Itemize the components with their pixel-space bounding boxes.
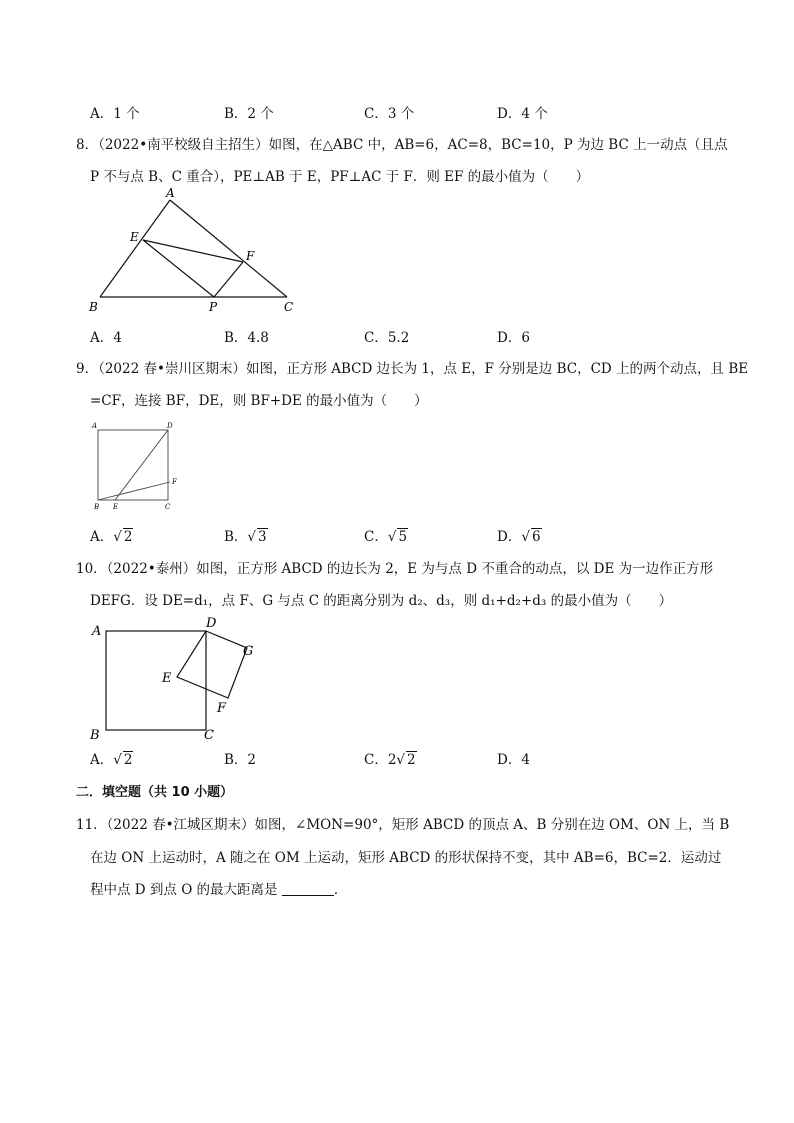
q10-label-b: B <box>90 728 100 742</box>
q9-option-b-radicand: 3 <box>258 529 267 545</box>
q9-square-figure <box>88 418 188 514</box>
q7-option-b: B．2 个 <box>224 106 274 122</box>
q9-label-a: A <box>92 422 98 430</box>
q9-option-c-radicand: 5 <box>398 529 408 545</box>
q10-stem-line2: DEFG．设 DE=d₁，点 F、G 与点 C 的距离分别为 d₂、d₃，则 d₁+d₂+d₃ 的最小值为（ ） <box>90 593 673 609</box>
q10-label-f: F <box>217 701 227 716</box>
q10-label-d: D <box>206 616 217 631</box>
q10-label-g: G <box>243 644 254 659</box>
q10-option-c-radicand: 2 <box>407 752 416 768</box>
q10-label-c: C <box>204 728 214 742</box>
q8-stem-line1: 8．（2022•南平校级自主招生）如图，在△ABC 中，AB=6，AC=8，BC=10，P 为边 BC 上一动点（且点 <box>76 137 728 153</box>
q8-label-e: E <box>130 230 139 244</box>
q11-stem-line2: 在边 ON 上运动时，A 随之在 OM 上运动，矩形 ABCD 的形状保持不变，其中 AB=6，BC=2．运动过 <box>90 850 722 866</box>
q9-stem-line2: =CF，连接 BF，DE，则 BF+DE 的最小值为（ ） <box>90 393 428 409</box>
q9-option-a: A．√ 2 <box>90 529 133 545</box>
q9-option-a-radicand: 2 <box>123 529 133 545</box>
q8-triangle-figure <box>86 188 306 316</box>
q8-option-d: D．6 <box>497 330 530 346</box>
q11-stem-line1: 11．（2022 春•江城区期末）如图，∠MON=90°，矩形 ABCD 的顶点 A、B 分别在边 OM、ON 上，当 B <box>76 817 730 833</box>
q7-option-d: D．4 个 <box>497 106 548 122</box>
q9-option-d: D．√ 6 <box>497 529 541 545</box>
q7-option-c: C．3 个 <box>364 106 415 122</box>
q9-option-d-radicand: 6 <box>531 529 541 545</box>
q8-stem-line2: P 不与点 B、C 重合），PE⊥AB 于 E，PF⊥AC 于 F．则 EF 的最小值为（ ） <box>90 169 590 185</box>
q7-option-a: A．1 个 <box>90 106 140 122</box>
q8-label-c: C <box>284 300 294 314</box>
q8-option-b: B．4.8 <box>224 330 269 346</box>
q11-stem-line3: 程中点 D 到点 O 的最大距离是 ． <box>90 882 348 898</box>
q9-label-d: D <box>167 422 173 430</box>
q10-label-e: E <box>162 671 172 686</box>
q9-label-f: F <box>172 478 177 486</box>
q10-option-a: A．√ 2 <box>90 752 133 768</box>
q8-label-b: B <box>89 300 98 314</box>
q10-option-c: C．2√ 2 <box>364 752 416 768</box>
q9-stem-line1: 9．（2022 春•崇川区期末）如图，正方形 ABCD 边长为 1，点 E，F 分别是边 BC，CD 上的两个动点，且 BE <box>76 361 749 377</box>
q10-option-d: D．4 <box>497 752 530 768</box>
q8-label-p: P <box>209 300 218 314</box>
q10-option-a-radicand: 2 <box>123 752 133 768</box>
q11-answer-blank[interactable] <box>282 881 334 896</box>
q8-option-a: A．4 <box>90 330 122 346</box>
q8-label-f: F <box>246 249 255 263</box>
q10-option-b: B．2 <box>224 752 257 768</box>
q9-label-b: B <box>94 503 100 511</box>
q9-label-c: C <box>165 503 171 511</box>
q9-option-c: C．√ 5 <box>364 529 408 545</box>
q10-stem-line1: 10．（2022•泰州）如图，正方形 ABCD 的边长为 2，E 为与点 D 不重合的动点，以 DE 为一边作正方形 <box>76 561 714 577</box>
q9-label-e: E <box>113 503 119 511</box>
q9-option-b: B．√ 3 <box>224 529 267 545</box>
section-title-fill-blank: 二．填空题（共 10 小题） <box>76 785 234 800</box>
q10-squares-figure <box>86 614 266 742</box>
q8-option-c: C．5.2 <box>364 330 410 346</box>
q10-label-a: A <box>92 624 102 639</box>
q8-label-a: A <box>166 188 175 200</box>
